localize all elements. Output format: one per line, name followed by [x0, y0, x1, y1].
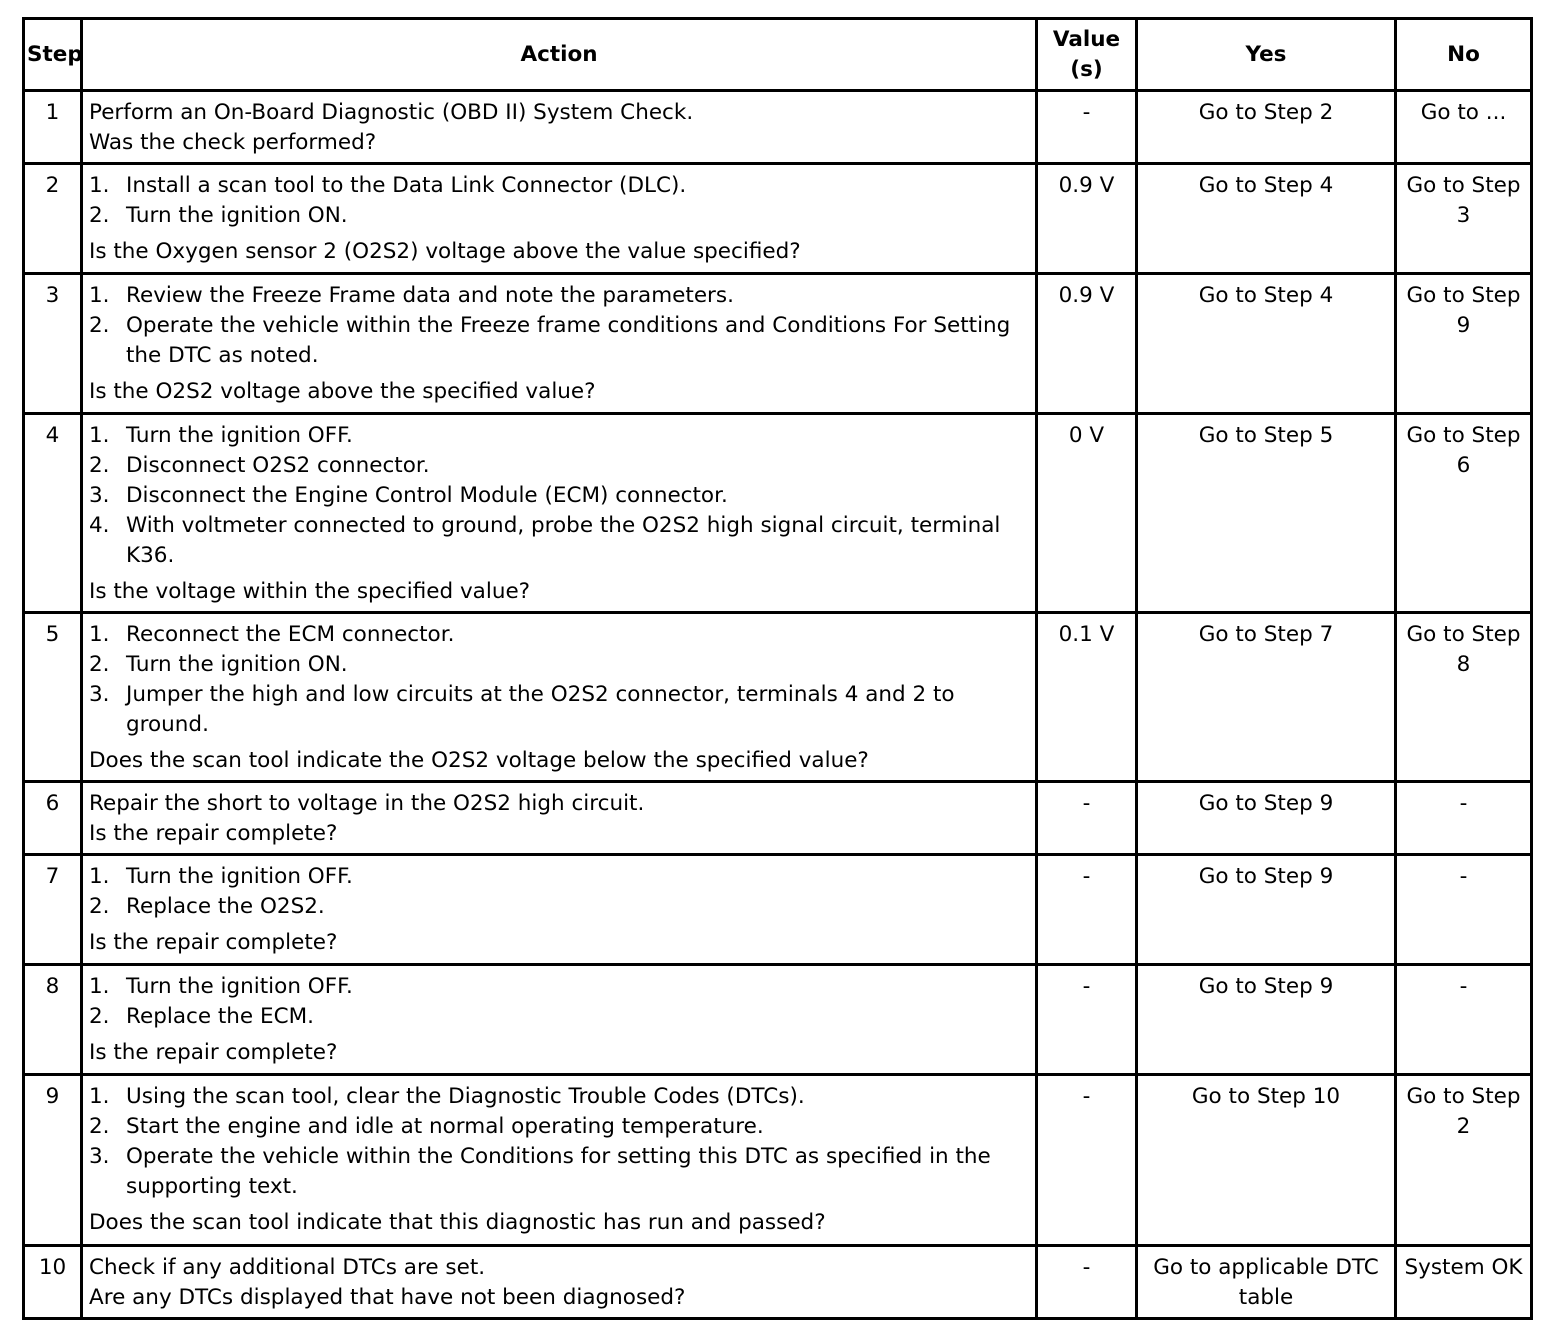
list-item-number: 2. — [89, 652, 110, 677]
list-item — [89, 972, 1027, 1002]
step-number: 7 — [24, 855, 82, 965]
table-row — [24, 965, 1532, 1075]
yes-cell: Go to Step 2 — [1137, 91, 1396, 164]
action-text: Perform an On-Board Diagnostic (OBD II) System Check. — [89, 100, 694, 125]
list-item — [89, 171, 1027, 201]
yes-cell: Go to Step 5 — [1137, 414, 1396, 613]
yes-cell: Go to applicable DTC table — [1137, 1246, 1396, 1319]
header-action: Action — [82, 19, 1037, 91]
list-item-number: 3. — [89, 682, 110, 707]
action-steps-list — [89, 1082, 1027, 1202]
action-text: Check if any additional DTCs are set. — [89, 1255, 486, 1280]
step-number: 1 — [24, 91, 82, 164]
table-row — [24, 274, 1532, 414]
list-item-text: Operate the vehicle within the Freeze frame conditions and Conditions For Setting the DTC as noted. — [126, 313, 1011, 368]
list-item-number: 1. — [89, 622, 110, 647]
list-item-number: 3. — [89, 1144, 110, 1169]
value-cell: - — [1037, 1075, 1137, 1246]
action-cell — [82, 855, 1037, 965]
header-no: No — [1396, 19, 1532, 91]
list-item — [89, 1112, 1027, 1142]
action-question: Is the Oxygen sensor 2 (O2S2) voltage above the value specified? — [89, 239, 801, 264]
action-text: Was the check performed? — [89, 130, 377, 155]
value-cell: - — [1037, 782, 1137, 855]
yes-cell: Go to Step 9 — [1137, 782, 1396, 855]
list-item-text: Using the scan tool, clear the Diagnostic Trouble Codes (DTCs). — [126, 1084, 805, 1109]
list-item-number: 2. — [89, 1114, 110, 1139]
list-item-text: Review the Freeze Frame data and note the parameters. — [126, 283, 734, 308]
list-item-number: 3. — [89, 483, 110, 508]
step-number: 4 — [24, 414, 82, 613]
value-cell: - — [1037, 855, 1137, 965]
list-item — [89, 511, 1027, 571]
yes-cell: Go to Step 9 — [1137, 855, 1396, 965]
list-item — [89, 650, 1027, 680]
list-item-text: Install a scan tool to the Data Link Connector (DLC). — [126, 173, 687, 198]
no-cell: Go to ... — [1396, 91, 1532, 164]
action-cell — [82, 274, 1037, 414]
table-row — [24, 91, 1532, 164]
list-item-number: 4. — [89, 513, 110, 538]
value-cell: - — [1037, 91, 1137, 164]
yes-cell: Go to Step 9 — [1137, 965, 1396, 1075]
list-item — [89, 281, 1027, 311]
list-item — [89, 1082, 1027, 1112]
list-item-text: Turn the ignition ON. — [126, 652, 348, 677]
value-cell: 0.9 V — [1037, 164, 1137, 274]
action-cell — [82, 414, 1037, 613]
action-steps-list — [89, 620, 1027, 740]
step-number: 10 — [24, 1246, 82, 1319]
action-cell — [82, 1075, 1037, 1246]
table-row — [24, 1075, 1532, 1246]
action-question: Is the O2S2 voltage above the specified value? — [89, 379, 596, 404]
list-item-number: 2. — [89, 313, 110, 338]
action-question: Is the voltage within the specified value? — [89, 579, 531, 604]
list-item-text: Replace the O2S2. — [126, 894, 325, 919]
list-item-text: Replace the ECM. — [126, 1004, 314, 1029]
yes-cell: Go to Step 10 — [1137, 1075, 1396, 1246]
table-row — [24, 855, 1532, 965]
table-row — [24, 164, 1532, 274]
action-cell — [82, 613, 1037, 782]
diagnostic-table — [22, 17, 1533, 1320]
header-row — [24, 19, 1532, 91]
no-cell: - — [1396, 965, 1532, 1075]
action-steps-list — [89, 281, 1027, 371]
action-question: Does the scan tool indicate that this diagnostic has run and passed? — [89, 1210, 826, 1235]
action-text: Is the repair complete? — [89, 821, 338, 846]
list-item-number: 1. — [89, 974, 110, 999]
list-item — [89, 862, 1027, 892]
list-item — [89, 451, 1027, 481]
step-number: 8 — [24, 965, 82, 1075]
no-cell: Go to Step 6 — [1396, 414, 1532, 613]
table-body — [24, 91, 1532, 1319]
action-steps-list — [89, 862, 1027, 922]
list-item-text: Turn the ignition ON. — [126, 203, 348, 228]
no-cell: System OK — [1396, 1246, 1532, 1319]
action-cell — [82, 1246, 1037, 1319]
list-item — [89, 481, 1027, 511]
action-cell — [82, 965, 1037, 1075]
table-row — [24, 414, 1532, 613]
action-text: Are any DTCs displayed that have not been diagnosed? — [89, 1285, 686, 1310]
action-text: Repair the short to voltage in the O2S2 high circuit. — [89, 791, 645, 816]
action-cell — [82, 91, 1037, 164]
list-item-number: 2. — [89, 1004, 110, 1029]
list-item-number: 2. — [89, 453, 110, 478]
no-cell: - — [1396, 782, 1532, 855]
header-step: Step — [24, 19, 82, 91]
step-number: 6 — [24, 782, 82, 855]
yes-cell: Go to Step 4 — [1137, 164, 1396, 274]
list-item-text: Start the engine and idle at normal operating temperature. — [126, 1114, 764, 1139]
header-yes: Yes — [1137, 19, 1396, 91]
list-item — [89, 1002, 1027, 1032]
list-item-text: Disconnect O2S2 connector. — [126, 453, 430, 478]
action-question: Does the scan tool indicate the O2S2 voltage below the specified value? — [89, 748, 869, 773]
table-row — [24, 613, 1532, 782]
list-item — [89, 201, 1027, 231]
list-item — [89, 620, 1027, 650]
value-cell: 0.1 V — [1037, 613, 1137, 782]
list-item — [89, 421, 1027, 451]
header-value-line2: (s) — [1070, 56, 1103, 82]
table-row — [24, 1246, 1532, 1319]
list-item-number: 1. — [89, 423, 110, 448]
no-cell: Go to Step 3 — [1396, 164, 1532, 274]
action-steps-list — [89, 972, 1027, 1032]
no-cell: Go to Step 2 — [1396, 1075, 1532, 1246]
action-steps-list — [89, 171, 1027, 231]
list-item-text: Reconnect the ECM connector. — [126, 622, 455, 647]
action-steps-list — [89, 421, 1027, 571]
step-number: 9 — [24, 1075, 82, 1246]
action-cell — [82, 782, 1037, 855]
list-item-text: With voltmeter connected to ground, probe the O2S2 high signal circuit, terminal K36. — [126, 513, 1001, 568]
list-item-text: Operate the vehicle within the Conditions for setting this DTC as specified in the supporting text. — [126, 1144, 991, 1199]
header-value-line1: Value — [1052, 26, 1121, 52]
value-cell: - — [1037, 1246, 1137, 1319]
list-item — [89, 892, 1027, 922]
list-item — [89, 1142, 1027, 1202]
list-item-text: Turn the ignition OFF. — [126, 864, 353, 889]
list-item-number: 1. — [89, 864, 110, 889]
yes-cell: Go to Step 4 — [1137, 274, 1396, 414]
header-value — [1037, 19, 1137, 91]
value-cell: - — [1037, 965, 1137, 1075]
list-item-text: Turn the ignition OFF. — [126, 423, 353, 448]
step-number: 5 — [24, 613, 82, 782]
step-number: 3 — [24, 274, 82, 414]
value-cell: 0.9 V — [1037, 274, 1137, 414]
list-item-text: Jumper the high and low circuits at the O2S2 connector, terminals 4 and 2 to ground. — [126, 682, 955, 737]
list-item-number: 1. — [89, 1084, 110, 1109]
action-question: Is the repair complete? — [89, 1040, 338, 1065]
action-question: Is the repair complete? — [89, 930, 338, 955]
list-item-text: Turn the ignition OFF. — [126, 974, 353, 999]
step-number: 2 — [24, 164, 82, 274]
list-item-number: 1. — [89, 283, 110, 308]
no-cell: - — [1396, 855, 1532, 965]
value-cell: 0 V — [1037, 414, 1137, 613]
table-row — [24, 782, 1532, 855]
list-item — [89, 680, 1027, 740]
list-item-number: 2. — [89, 894, 110, 919]
no-cell: Go to Step 9 — [1396, 274, 1532, 414]
action-cell — [82, 164, 1037, 274]
list-item-number: 1. — [89, 173, 110, 198]
list-item — [89, 311, 1027, 371]
no-cell: Go to Step 8 — [1396, 613, 1532, 782]
list-item-text: Disconnect the Engine Control Module (ECM) connector. — [126, 483, 728, 508]
yes-cell: Go to Step 7 — [1137, 613, 1396, 782]
list-item-number: 2. — [89, 203, 110, 228]
